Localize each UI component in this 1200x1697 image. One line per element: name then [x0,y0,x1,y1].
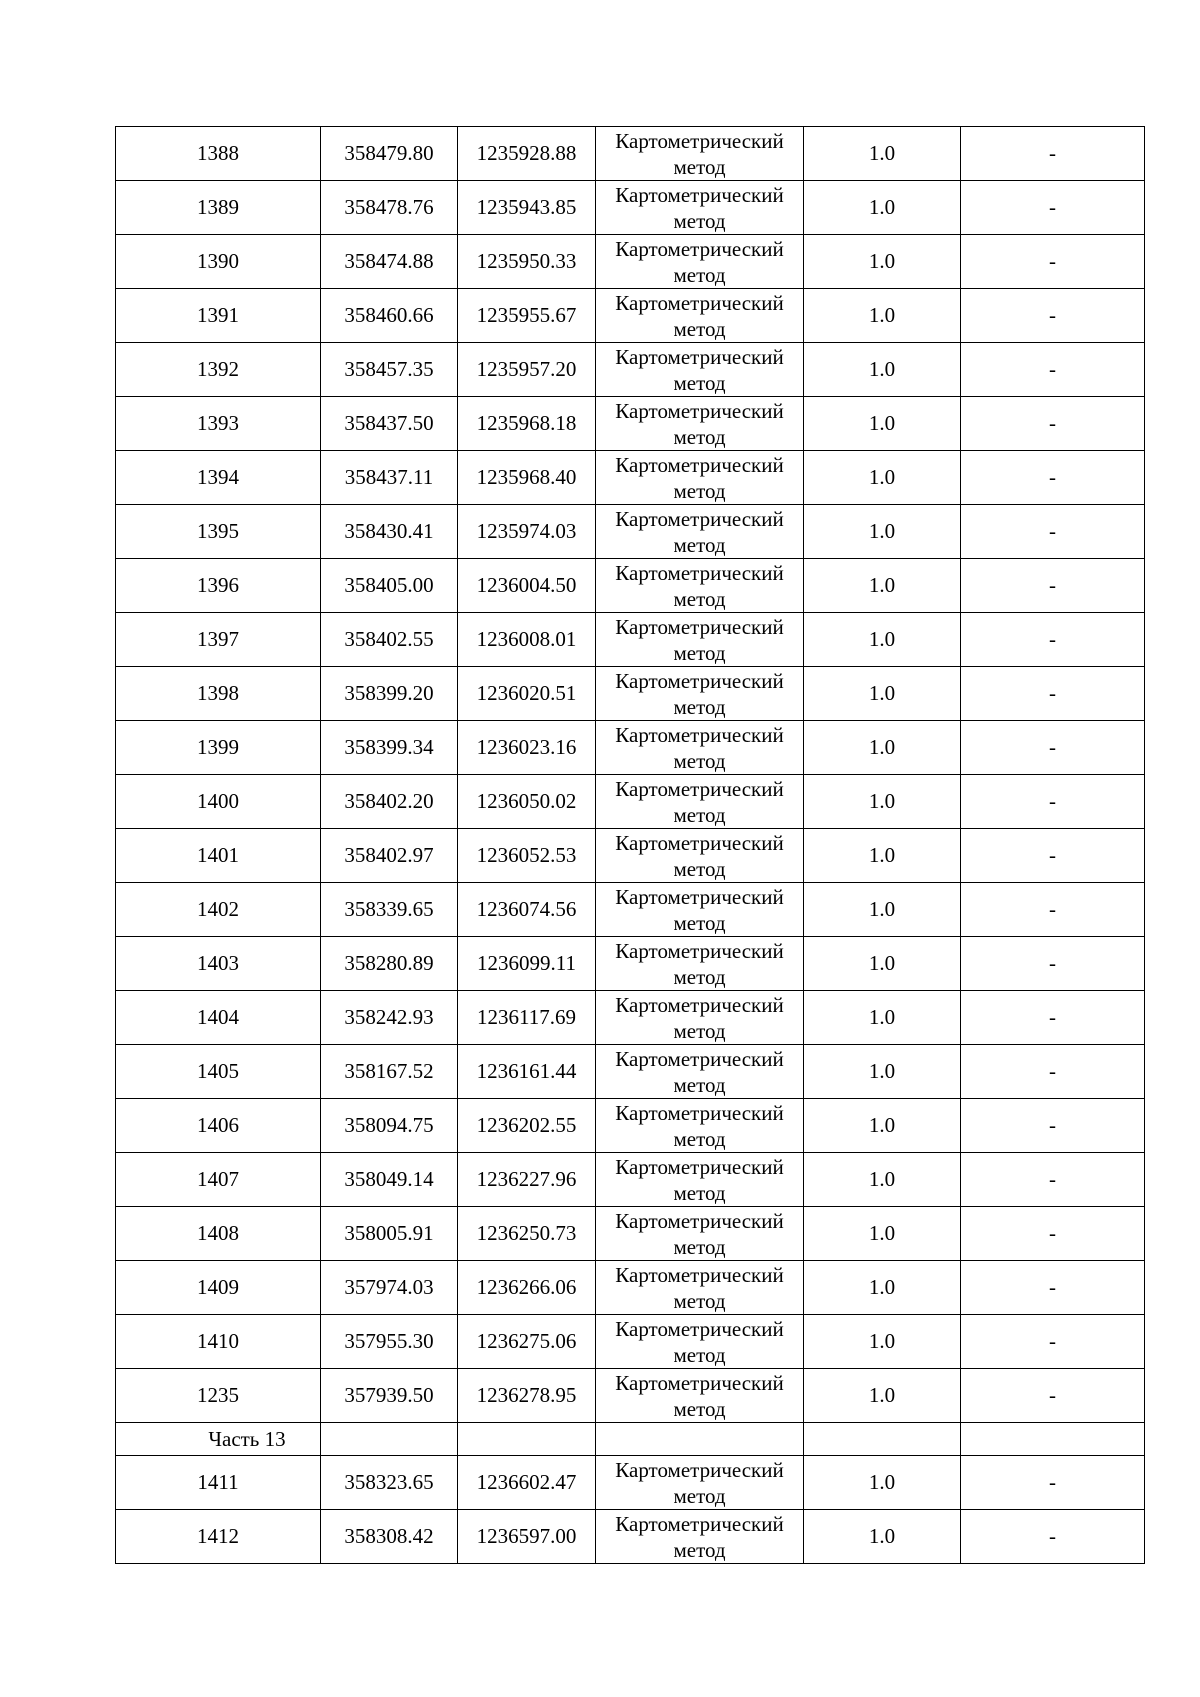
y-coordinate-cell: 1236278.95 [458,1369,596,1423]
method-line-1: Картометрический [615,668,784,693]
y-coordinate-cell: 1235955.67 [458,289,596,343]
point-number-cell: 1410 [116,1315,321,1369]
precision-cell: 1.0 [804,559,961,613]
description-cell: - [961,1510,1145,1564]
method-cell [596,1099,804,1153]
description-cell: - [961,343,1145,397]
point-number-cell: 1390 [116,235,321,289]
method-line-2: метод [673,964,726,989]
method-cell [596,505,804,559]
y-coordinate-cell: 1235957.20 [458,343,596,397]
precision-cell: 1.0 [804,235,961,289]
description-cell: - [961,1261,1145,1315]
y-coordinate-cell: 1236117.69 [458,991,596,1045]
description-cell: - [961,829,1145,883]
method-cell [596,397,804,451]
precision-cell: 1.0 [804,181,961,235]
description-cell: - [961,937,1145,991]
precision-cell: 1.0 [804,721,961,775]
table-row [116,1261,1145,1315]
point-number-cell: 1389 [116,181,321,235]
method-line-2: метод [673,694,726,719]
point-number-cell: 1412 [116,1510,321,1564]
method-line-2: метод [673,1288,726,1313]
table-row [116,991,1145,1045]
description-cell: - [961,181,1145,235]
method-line-2: метод [673,208,726,233]
method-cell [596,1045,804,1099]
point-number-cell: 1394 [116,451,321,505]
y-coordinate-cell: 1235974.03 [458,505,596,559]
description-cell: - [961,1456,1145,1510]
table-row [116,343,1145,397]
point-number-cell: 1393 [116,397,321,451]
empty-cell [961,1423,1145,1456]
x-coordinate-cell: 358430.41 [321,505,458,559]
y-coordinate-cell: 1235968.18 [458,397,596,451]
y-coordinate-cell: 1235943.85 [458,181,596,235]
y-coordinate-cell: 1235928.88 [458,127,596,181]
method-line-1: Картометрический [615,1262,784,1287]
method-cell [596,775,804,829]
method-line-2: метод [673,1537,726,1562]
x-coordinate-cell: 358399.34 [321,721,458,775]
table-row [116,1369,1145,1423]
table-row [116,613,1145,667]
y-coordinate-cell: 1236052.53 [458,829,596,883]
x-coordinate-cell: 358308.42 [321,1510,458,1564]
method-cell [596,667,804,721]
description-cell: - [961,667,1145,721]
table-row [116,235,1145,289]
description-cell: - [961,1207,1145,1261]
method-line-1: Картометрический [615,1154,784,1179]
x-coordinate-cell: 357955.30 [321,1315,458,1369]
method-line-2: метод [673,370,726,395]
part-header-row [116,1423,1145,1456]
x-coordinate-cell: 358405.00 [321,559,458,613]
method-cell [596,289,804,343]
method-line-2: метод [673,586,726,611]
precision-cell: 1.0 [804,1369,961,1423]
method-line-1: Картометрический [615,398,784,423]
method-cell [596,1153,804,1207]
method-cell [596,1456,804,1510]
precision-cell: 1.0 [804,1315,961,1369]
method-line-1: Картометрический [615,1370,784,1395]
method-line-1: Картометрический [615,506,784,531]
method-line-1: Картометрический [615,1511,784,1536]
method-line-2: метод [673,316,726,341]
precision-cell: 1.0 [804,829,961,883]
x-coordinate-cell: 358049.14 [321,1153,458,1207]
y-coordinate-cell: 1236202.55 [458,1099,596,1153]
x-coordinate-cell: 358005.91 [321,1207,458,1261]
precision-cell: 1.0 [804,451,961,505]
description-cell: - [961,1153,1145,1207]
description-cell: - [961,775,1145,829]
method-line-2: метод [673,1234,726,1259]
y-coordinate-cell: 1236597.00 [458,1510,596,1564]
y-coordinate-cell: 1236266.06 [458,1261,596,1315]
table-row [116,775,1145,829]
x-coordinate-cell: 358399.20 [321,667,458,721]
method-line-1: Картометрический [615,614,784,639]
description-cell: - [961,721,1145,775]
y-coordinate-cell: 1236161.44 [458,1045,596,1099]
empty-cell [458,1423,596,1456]
method-line-1: Картометрический [615,992,784,1017]
method-line-1: Картометрический [615,1316,784,1341]
description-cell: - [961,883,1145,937]
x-coordinate-cell: 358280.89 [321,937,458,991]
table-row [116,721,1145,775]
description-cell: - [961,991,1145,1045]
method-cell [596,559,804,613]
table-row [116,1456,1145,1510]
method-line-2: метод [673,1180,726,1205]
x-coordinate-cell: 358339.65 [321,883,458,937]
part-label: Часть 13 [116,1423,321,1456]
precision-cell: 1.0 [804,127,961,181]
method-line-2: метод [673,532,726,557]
method-cell [596,937,804,991]
y-coordinate-cell: 1236004.50 [458,559,596,613]
point-number-cell: 1400 [116,775,321,829]
point-number-cell: 1405 [116,1045,321,1099]
method-line-2: метод [673,910,726,935]
method-cell [596,721,804,775]
coordinates-table [115,126,1145,1564]
y-coordinate-cell: 1236602.47 [458,1456,596,1510]
description-cell: - [961,559,1145,613]
point-number-cell: 1401 [116,829,321,883]
precision-cell: 1.0 [804,1261,961,1315]
empty-cell [596,1423,804,1456]
method-line-1: Картометрический [615,182,784,207]
y-coordinate-cell: 1235968.40 [458,451,596,505]
point-number-cell: 1397 [116,613,321,667]
precision-cell: 1.0 [804,289,961,343]
method-line-2: метод [673,478,726,503]
y-coordinate-cell: 1236099.11 [458,937,596,991]
method-line-1: Картометрический [615,290,784,315]
precision-cell: 1.0 [804,505,961,559]
precision-cell: 1.0 [804,397,961,451]
table-row [116,505,1145,559]
precision-cell: 1.0 [804,775,961,829]
method-cell [596,127,804,181]
x-coordinate-cell: 358323.65 [321,1456,458,1510]
y-coordinate-cell: 1236050.02 [458,775,596,829]
precision-cell: 1.0 [804,937,961,991]
method-cell [596,343,804,397]
method-line-1: Картометрический [615,938,784,963]
method-cell [596,1261,804,1315]
method-cell [596,235,804,289]
point-number-cell: 1395 [116,505,321,559]
method-line-2: метод [673,1483,726,1508]
y-coordinate-cell: 1236275.06 [458,1315,596,1369]
method-cell [596,1207,804,1261]
table-row [116,1099,1145,1153]
description-cell: - [961,1369,1145,1423]
x-coordinate-cell: 357939.50 [321,1369,458,1423]
method-line-1: Картометрический [615,1046,784,1071]
table-row [116,937,1145,991]
method-line-1: Картометрический [615,236,784,261]
table-row [116,1153,1145,1207]
precision-cell: 1.0 [804,1045,961,1099]
method-cell [596,1510,804,1564]
description-cell: - [961,397,1145,451]
description-cell: - [961,235,1145,289]
point-number-cell: 1406 [116,1099,321,1153]
point-number-cell: 1399 [116,721,321,775]
y-coordinate-cell: 1236074.56 [458,883,596,937]
x-coordinate-cell: 358094.75 [321,1099,458,1153]
x-coordinate-cell: 358402.20 [321,775,458,829]
point-number-cell: 1402 [116,883,321,937]
method-line-2: метод [673,1396,726,1421]
method-line-1: Картометрический [615,1100,784,1125]
method-line-1: Картометрический [615,830,784,855]
precision-cell: 1.0 [804,1207,961,1261]
table-row [116,1207,1145,1261]
point-number-cell: 1398 [116,667,321,721]
x-coordinate-cell: 358167.52 [321,1045,458,1099]
table-row [116,127,1145,181]
y-coordinate-cell: 1236023.16 [458,721,596,775]
point-number-cell: 1388 [116,127,321,181]
empty-cell [804,1423,961,1456]
empty-cell [321,1423,458,1456]
point-number-cell: 1403 [116,937,321,991]
precision-cell: 1.0 [804,343,961,397]
y-coordinate-cell: 1236250.73 [458,1207,596,1261]
method-cell [596,181,804,235]
precision-cell: 1.0 [804,613,961,667]
table-row [116,1315,1145,1369]
method-line-2: метод [673,154,726,179]
table-row [116,397,1145,451]
method-line-1: Картометрический [615,452,784,477]
method-line-1: Картометрический [615,128,784,153]
description-cell: - [961,1315,1145,1369]
method-line-2: метод [673,262,726,287]
method-line-1: Картометрический [615,1208,784,1233]
x-coordinate-cell: 357974.03 [321,1261,458,1315]
method-line-2: метод [673,640,726,665]
table-row [116,829,1145,883]
table-row [116,883,1145,937]
precision-cell: 1.0 [804,991,961,1045]
point-number-cell: 1404 [116,991,321,1045]
table-row [116,1510,1145,1564]
description-cell: - [961,1045,1145,1099]
method-line-2: метод [673,856,726,881]
table-row [116,1045,1145,1099]
x-coordinate-cell: 358242.93 [321,991,458,1045]
y-coordinate-cell: 1235950.33 [458,235,596,289]
precision-cell: 1.0 [804,1510,961,1564]
x-coordinate-cell: 358457.35 [321,343,458,397]
method-line-2: метод [673,1018,726,1043]
table-row [116,181,1145,235]
x-coordinate-cell: 358437.50 [321,397,458,451]
description-cell: - [961,1099,1145,1153]
table-row [116,559,1145,613]
table-row [116,667,1145,721]
y-coordinate-cell: 1236008.01 [458,613,596,667]
precision-cell: 1.0 [804,883,961,937]
method-cell [596,451,804,505]
point-number-cell: 1409 [116,1261,321,1315]
method-cell [596,991,804,1045]
method-line-1: Картометрический [615,884,784,909]
method-line-2: метод [673,1126,726,1151]
point-number-cell: 1235 [116,1369,321,1423]
description-cell: - [961,127,1145,181]
point-number-cell: 1391 [116,289,321,343]
table-row [116,289,1145,343]
method-line-2: метод [673,748,726,773]
x-coordinate-cell: 358479.80 [321,127,458,181]
precision-cell: 1.0 [804,667,961,721]
method-cell [596,1369,804,1423]
method-line-2: метод [673,424,726,449]
description-cell: - [961,289,1145,343]
description-cell: - [961,451,1145,505]
method-line-2: метод [673,1072,726,1097]
description-cell: - [961,505,1145,559]
point-number-cell: 1411 [116,1456,321,1510]
point-number-cell: 1392 [116,343,321,397]
method-cell [596,1315,804,1369]
method-line-1: Картометрический [615,722,784,747]
method-line-1: Картометрический [615,776,784,801]
y-coordinate-cell: 1236227.96 [458,1153,596,1207]
method-line-1: Картометрический [615,1457,784,1482]
x-coordinate-cell: 358402.97 [321,829,458,883]
x-coordinate-cell: 358474.88 [321,235,458,289]
method-cell [596,883,804,937]
method-cell [596,613,804,667]
method-cell [596,829,804,883]
table-row [116,451,1145,505]
x-coordinate-cell: 358478.76 [321,181,458,235]
y-coordinate-cell: 1236020.51 [458,667,596,721]
method-line-1: Картометрический [615,560,784,585]
precision-cell: 1.0 [804,1099,961,1153]
x-coordinate-cell: 358402.55 [321,613,458,667]
method-line-2: метод [673,802,726,827]
method-line-2: метод [673,1342,726,1367]
method-line-1: Картометрический [615,344,784,369]
x-coordinate-cell: 358460.66 [321,289,458,343]
description-cell: - [961,613,1145,667]
x-coordinate-cell: 358437.11 [321,451,458,505]
point-number-cell: 1396 [116,559,321,613]
point-number-cell: 1408 [116,1207,321,1261]
precision-cell: 1.0 [804,1456,961,1510]
precision-cell: 1.0 [804,1153,961,1207]
point-number-cell: 1407 [116,1153,321,1207]
